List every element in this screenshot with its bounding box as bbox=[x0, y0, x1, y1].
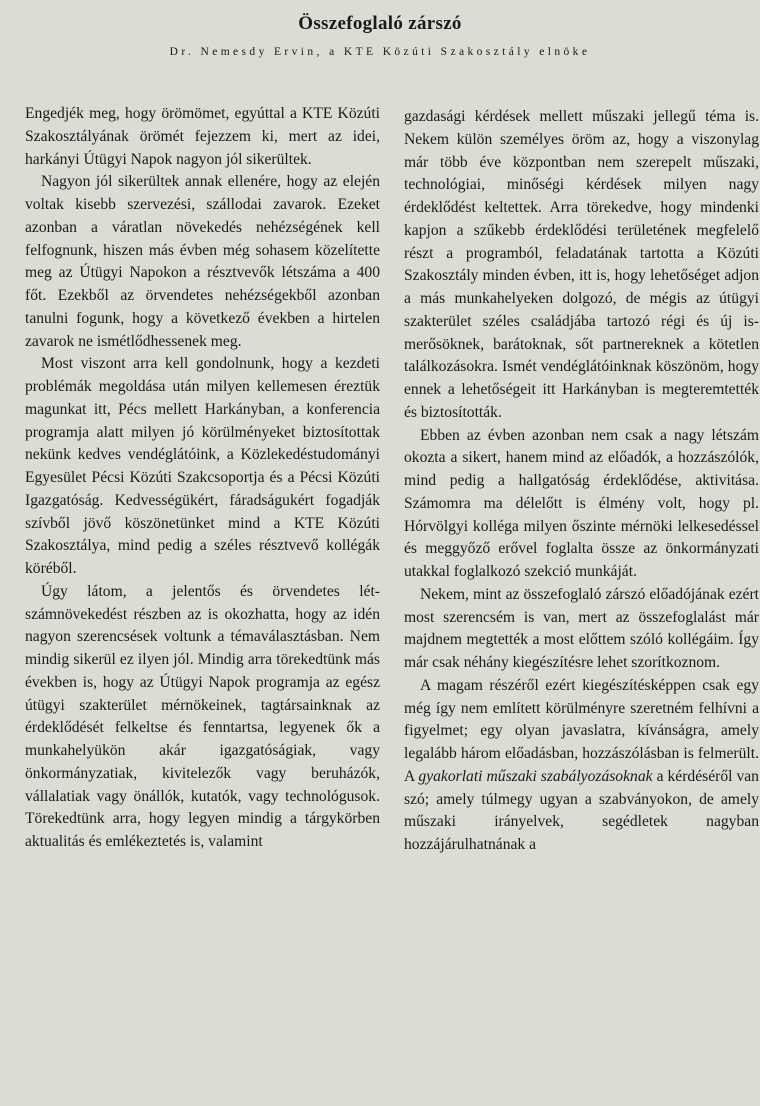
paragraph-text: A magam részéről ezért kiegészítésképpen csak egy még így nem említett körülményre szeretném felhívni a figyelmet; egy olyan javaslatra, kívánságra, amely legalább három előadásban, hozzászólásban is felmerült. A bbox=[404, 676, 759, 785]
paragraph bbox=[404, 675, 759, 857]
emphasis-text: gyakorlati műszaki szabályozásoknak bbox=[418, 767, 653, 785]
paragraph: Úgy látom, a jelentős és örvendetes létszámnövekedést részben az is okozhatta, hogy az idén nagyon szerencsések voltunk a témaválasztásban. Nem mindig sikerül ez ilyen jól. Mindig arra törekedtünk más években is, hogy az Útügyi Napok programja az egész útügyi szakterület mérnökeinek, tagtársainknak az érdeklődését felkeltse és fenntartsa, legyenek ők a munkahelyükön akár igazgatóságiak, vagy önkormányzatiak, kivitelezők vagy beruházók, vállalatiak vagy önállók, kutatók, vagy technológusok. Törekedtünk arra, hogy legyen mindig a tárgykörben aktualitás és emlékeztetés is, valamint bbox=[25, 582, 380, 850]
paragraph: Ebben az évben azonban nem csak a nagy létszám okozta a sikert, hanem mind az előadók, a hozzászólók, mind pedig a hallgatóság érdeklődése, aktivitása. Számomra ma délelőtt is élmény volt, hogy pl. Hórvölgyi kolléga milyen őszinte mérnöki lelkesedéssel és meggyőző erővel foglalta össze az önkormányzati utakkal foglalkozó szekció munkáját. bbox=[404, 426, 759, 580]
paragraph-text: a kérdéséről van szó; amely túlmegy ugyan a szabványokon, de amely műszaki irányelvek, segédletek nagyban hozzájárulhatnának a bbox=[404, 767, 759, 853]
right-column bbox=[404, 106, 759, 857]
article-author: Dr. Nemesdy Ervin, a KTE Közúti Szakosztály elnöke bbox=[169, 46, 591, 58]
left-column bbox=[25, 103, 380, 854]
paragraph: gazdasági kérdések mellett műszaki jellegű téma is. Nekem külön személyes öröm az, hogy a viszonylag már több éve központban nem szerepelt műszaki, technológiai, minőségi kérdések milyen nagy érdeklődést keltettek. Arra törekedve, hogy mindenki kapjon a szűkebb érdeklődési területének megfelelő részt a programból, feladatának tartotta a Közúti Szakosztály minden évben, itt is, hogy lehetőséget adjon a más munkahelyeken dolgozó, de mégis az útügyi szakterület széles családjába tartozó régi és új ismerősöknek, barátoknak, sőt partnereknek a kötetlen találkozásokra. Ismét vendéglátóinknak köszönöm, hogy ennek a lehetőségeit itt Harkányban is megteremtették és biztosították. bbox=[404, 108, 759, 421]
article-title: Összefoglaló zárszó bbox=[298, 13, 462, 34]
paragraph: Engedjék meg, hogy örömömet, egyúttal a KTE Közúti Szakosztályának örömét fejezzem ki, mert az idei, harkányi Útügyi Napok nagyon jól sikerültek. bbox=[25, 105, 380, 168]
paragraph: Nagyon jól sikerültek annak ellenére, hogy az elején voltak kisebb szervezési, szállodai zavarok. Ezeket azonban a váratlan növekedés nehézségének kell felfognunk, hiszen más évben még sohasem közelítette meg az Útügyi Napokon a résztvevők létszáma a 400 főt. Ezekből az örvendetes nehézségekből azonban tanulni fogunk, hogy a következő években a hirtelen zavarok ne ismétlődhessenek meg. bbox=[25, 173, 380, 350]
paragraph: Most viszont arra kell gondolnunk, hogy a kezdeti problémák megoldása után milyen kellemesen éreztük magunkat itt, Pécs mellett Harkányban, a konferencia programja alatt milyen jó körülményeket biztosítottak nekünk kedves vendéglátóink, a Közlekedéstudományi Egyesület Pécsi Közúti Szakcsoportja és a Pécsi Közúti Igazgatóság. Kedvességükért, fáradságukért fogadják szívből jövő köszönetünket mind a KTE Közúti Szakosztálya, mind pedig a széles résztvevő kollégák köréből. bbox=[25, 355, 380, 577]
paragraph: Nekem, mint az összefoglaló zárszó előadójának ezért most szerencsém is van, mert az összefoglalást már majdnem megtették a most előttem szóló kollégáim. Így már csak néhány kiegészítésre lehet szorítkoznom. bbox=[404, 585, 759, 671]
